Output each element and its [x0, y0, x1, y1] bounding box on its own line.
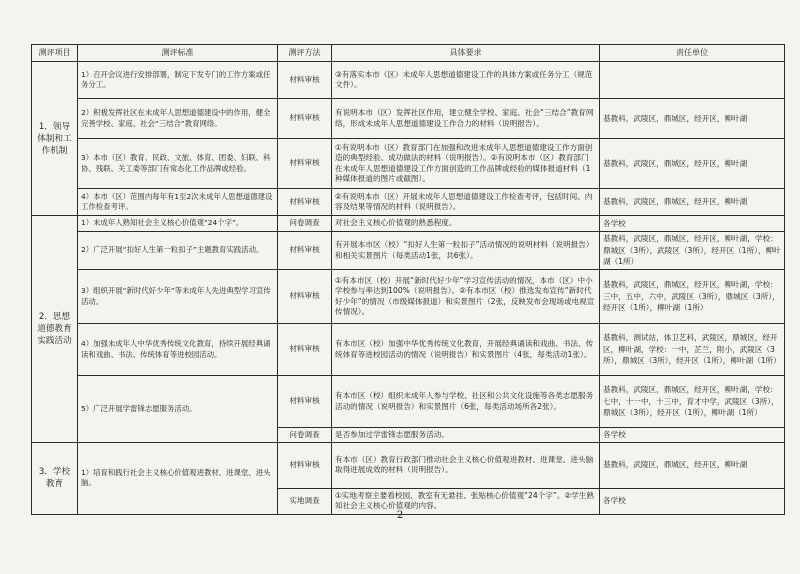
category-cell: 2．思想道德教育实践活动: [32, 216, 78, 443]
unit-cell: 基教科，武陵区，鼎城区，经开区，柳叶湖，学校：七中，十一中，十三中，育才中学，武陵区（3所），鼎城区（3所），经开区（1所），柳叶湖（1所）: [600, 376, 785, 428]
requirement-cell: ②有说明本市（区）开展未成年人思想道德建设工作检查考评，包括时间、内容及结果等情况的材料（说明报告）。: [332, 189, 600, 216]
method-cell: 材料审核: [278, 232, 332, 270]
table-row: [32, 442, 785, 488]
standard-cell: 3）组织开展“新时代好少年”等未成年人先进典型学习宣传活动。: [78, 270, 278, 324]
requirement-cell: 有说明本市（区）发挥社区作用，建立健全学校、家庭、社会“三结合”教育网络，形成未成年人思想道德建设工作合力的材料（说明报告）。: [332, 99, 600, 139]
standard-cell: 5）广泛开展学雷锋志愿服务活动。: [78, 376, 278, 443]
category-cell: 3．学校教育: [32, 442, 78, 514]
method-cell: 材料审核: [278, 442, 332, 488]
unit-cell: 基教科，武陵区，鼎城区，经开区，柳叶湖: [600, 189, 785, 216]
table-row: [32, 232, 785, 270]
standard-cell: 3）本市（区）教育、民政、文旅、体育、团委、妇联、科协、残联、关工委等部门有常态化工作品牌或经验。: [78, 139, 278, 189]
unit-cell: 基教科，武陵区，鼎城区，经开区，柳叶湖，学校：三中，五中，六中，武陵区（3所），鼎城区（3所），经开区（1所），柳叶湖（1所）: [600, 270, 785, 324]
requirement-cell: 对社会主义核心价值观的熟悉程度。: [332, 216, 600, 232]
category-cell: 1．领导体制和工作机制: [32, 62, 78, 216]
method-cell: 问卷调查: [278, 428, 332, 443]
requirement-cell: ①有说明本市（区）教育部门在加强和改进未成年人思想道德建设工作方面创造的典型经验、成功做法的材料（说明报告）。②有说明本市（区）教育部门在未成年人思想道德建设工作方面创造的工作品牌或经验的媒体报道材料（1种媒体报道的图片或截图）。: [332, 139, 600, 189]
unit-cell: 各学校: [600, 216, 785, 232]
method-cell: 材料审核: [278, 139, 332, 189]
method-cell: 材料审核: [278, 324, 332, 376]
header-requirement: 具体要求: [332, 45, 600, 62]
unit-cell: 基教科，测试站，体卫艺科，武陵区，鼎城区，经开区，柳叶湖，学校：一中，芷兰，附小，武陵区（3所），鼎城区（3所），经开区（1所），柳叶湖（1所）: [600, 324, 785, 376]
table-row: [32, 324, 785, 376]
table-row: [32, 270, 785, 324]
requirement-cell: 有本市（区）教育行政部门推动社会主义核心价值观进教材、进课堂、进头脑取得进展成效的材料（说明报告）。: [332, 442, 600, 488]
standard-cell: 2）广泛开展“扣好人生第一粒扣子”主题教育实践活动。: [78, 232, 278, 270]
table-row: [32, 139, 785, 189]
evaluation-table: [31, 44, 785, 515]
standard-cell: 1）培育和践行社会主义核心价值观进教材、进课堂、进头脑。: [78, 442, 278, 514]
method-cell: 实地调查: [278, 488, 332, 514]
unit-cell: 基教科，武陵区，鼎城区，经开区，柳叶湖: [600, 139, 785, 189]
requirement-cell: ③有落实本市（区）未成年人思想道德建设工作的具体方案或任务分工（规范文件）。: [332, 62, 600, 99]
standard-cell: 4）加强未成年人中华优秀传统文化教育，持续开展经典诵读和戏曲、书法、传统体育等进校园活动。: [78, 324, 278, 376]
method-cell: 材料审核: [278, 270, 332, 324]
requirement-cell: 有本市区（校）加强中华优秀传统文化教育，开展经典诵读和戏曲、书法、传统体育等进校园活动的情况（说明报告）和实景图片（4张，每类活动1张）。: [332, 324, 600, 376]
unit-cell: 各学校: [600, 428, 785, 443]
standard-cell: 4）本市（区）范围内每年有1至2次未成年人思想道德建设工作检查考评。: [78, 189, 278, 216]
table-row: [32, 99, 785, 139]
table-header-row: [32, 45, 785, 62]
standard-cell: 2）积极发挥社区在未成年人思想道德建设中的作用，健全完善学校、家庭、社会“三结合”教育网络。: [78, 99, 278, 139]
requirement-cell: 有开展本市区（校）“扣好人生第一粒扣子”活动情况的说明材料（说明报告）和相关实景图片（每类活动1张，共6张）。: [332, 232, 600, 270]
method-cell: 材料审核: [278, 189, 332, 216]
header-unit: 责任单位: [600, 45, 785, 62]
unit-cell: [600, 62, 785, 99]
header-project: 测评项目: [32, 45, 78, 62]
header-method: 测评方法: [278, 45, 332, 62]
requirement-cell: 有本市区（校）组织未成年人参与学校、社区和公共文化设施等各类志愿服务活动的情况（说明报告）和实景图片（6张，每类活动场所各2张）。: [332, 376, 600, 428]
method-cell: 问卷调查: [278, 216, 332, 232]
table-row: [32, 62, 785, 99]
table-row: [32, 376, 785, 428]
requirement-cell: ①实地考察主要看校园、教室有无悬挂、张贴核心价值观“24个字”。②学生熟知社会主义核心价值观的内容。: [332, 488, 600, 514]
method-cell: 材料审核: [278, 376, 332, 428]
table-row: [32, 216, 785, 232]
unit-cell: 基教科，武陵区，鼎城区，经开区，柳叶湖: [600, 99, 785, 139]
standard-cell: 1）未成年人熟知社会主义核心价值观“24个字”。: [78, 216, 278, 232]
requirement-cell: ①有本市区（校）开展“新时代好少年”学习宣传活动的情况，本市（区）中小学校参与率达到100%（说明报告）。②有本市区（校）推选发布宣传“新时代好少年”的情况（市级媒体报道）和实景图片（2张，反映发布会现场或电视宣传情况）。: [332, 270, 600, 324]
requirement-cell: 是否参加过学雷锋志愿服务活动。: [332, 428, 600, 443]
standard-cell: 1）召开会议进行安排部署，制定下发专门的工作方案或任务分工。: [78, 62, 278, 99]
unit-cell: 基教科，武陵区，鼎城区，经开区，柳叶湖，学校：鼎城区（3所），武陵区（3所），经开区（1所），柳叶湖（1所）: [600, 232, 785, 270]
header-standard: 测评标准: [78, 45, 278, 62]
table-row: [32, 189, 785, 216]
method-cell: 材料审核: [278, 62, 332, 99]
unit-cell: 基教科，武陵区，鼎城区，经开区，柳叶湖: [600, 442, 785, 488]
unit-cell: 各学校: [600, 488, 785, 514]
page-number: 2: [396, 510, 404, 521]
method-cell: 材料审核: [278, 99, 332, 139]
